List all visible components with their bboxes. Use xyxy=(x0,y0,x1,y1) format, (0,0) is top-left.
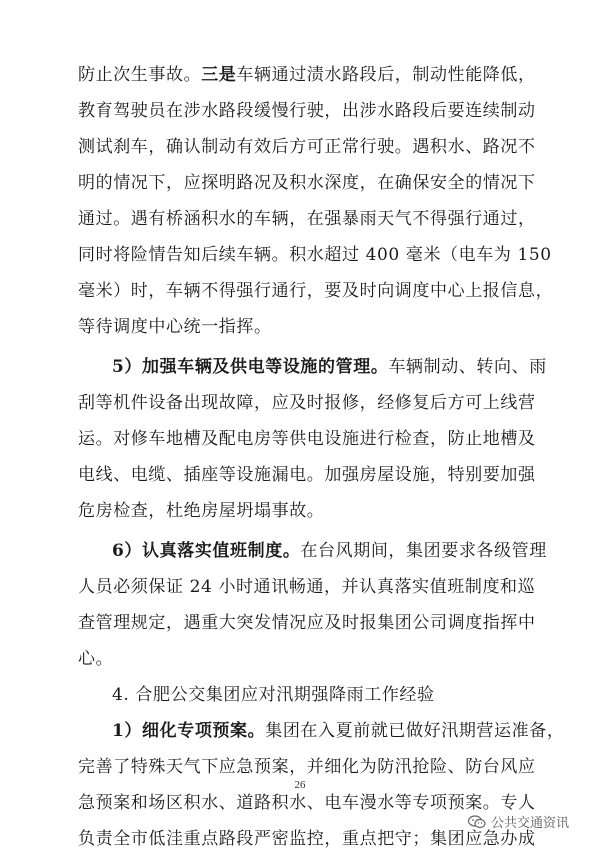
body-line: 教育驾驶员在涉水路段缓慢行驶，出涉水路段后要连续制动 xyxy=(78,101,536,121)
section-heading-line xyxy=(112,720,564,742)
wechat-icon xyxy=(468,815,486,829)
body-line: 电线、电缆、插座等设施漏电。加强房屋设施，特别要加强 xyxy=(78,465,536,485)
body-line: 等待调度中心统一指挥。 xyxy=(78,317,272,337)
line-text: 防止次生事故。 xyxy=(78,65,202,85)
body-line: 刮等机件设备出现故障，应及时报修，经修复后方可上线营 xyxy=(78,393,536,413)
body-line: 运。对修车地槽及配电房等供电设施进行检查，防止地槽及 xyxy=(78,429,536,449)
body-line: 同时将险情告知后续车辆。积水超过 400 毫米（电车为 150 xyxy=(78,245,552,265)
body-line: 完善了特殊天气下应急预案，并细化为防汛抢险、防台风应 xyxy=(78,757,536,777)
body-line: 心。 xyxy=(78,649,114,669)
body-line: 毫米）时，车辆不得强行通行，要及时向调度中心上报信息， xyxy=(78,281,554,301)
watermark xyxy=(468,812,569,831)
line-text-rest: 在台风期间，集团要求各级管理 xyxy=(300,541,547,561)
body-line: 明的情况下，应探明路况及积水深度，在确保安全的情况下 xyxy=(78,173,536,193)
section-title: 6）认真落实值班制度。 xyxy=(112,541,301,561)
body-line: 人员必须保证 24 小时通讯畅通，并认真落实值班制度和巡 xyxy=(78,577,536,597)
body-line: 危房检查，杜绝房屋坍塌事故。 xyxy=(78,501,325,521)
section-title: 5）加强车辆及供电等设施的管理。 xyxy=(112,357,389,377)
line-text-rest: 车辆制动、转向、雨 xyxy=(388,357,547,377)
page-number: 26 xyxy=(294,779,306,791)
line-text-rest: 集团在入夏前就已做好汛期营运准备， xyxy=(265,721,565,741)
line-text-rest: 车辆通过渍水路段后，制动性能降低， xyxy=(236,65,536,85)
section-heading-line xyxy=(112,540,547,562)
body-line xyxy=(78,64,536,86)
body-line: 急预案和场区积水、道路积水、电车漫水等专项预案。专人 xyxy=(78,793,536,813)
subheading: 4. 合肥公交集团应对汛期强降雨工作经验 xyxy=(112,685,435,705)
watermark-text: 公共交通资讯 xyxy=(491,816,570,831)
body-line: 测试刹车，确认制动有效后方可正常行驶。遇积水、路况不 xyxy=(78,137,536,157)
section-title: 1）细化专项预案。 xyxy=(112,721,266,741)
line-emphasis: 三是 xyxy=(201,65,237,85)
body-line: 查管理规定，遇重大突发情况应及时报集团公司调度指挥中 xyxy=(78,613,536,633)
section-heading-line xyxy=(112,356,547,378)
body-line: 通过。遇有桥涵积水的车辆，在强暴雨天气不得强行通过， xyxy=(78,209,536,229)
body-line: 负责全市低洼重点路段严密监控，重点把守；集团应急办成 xyxy=(78,829,536,848)
